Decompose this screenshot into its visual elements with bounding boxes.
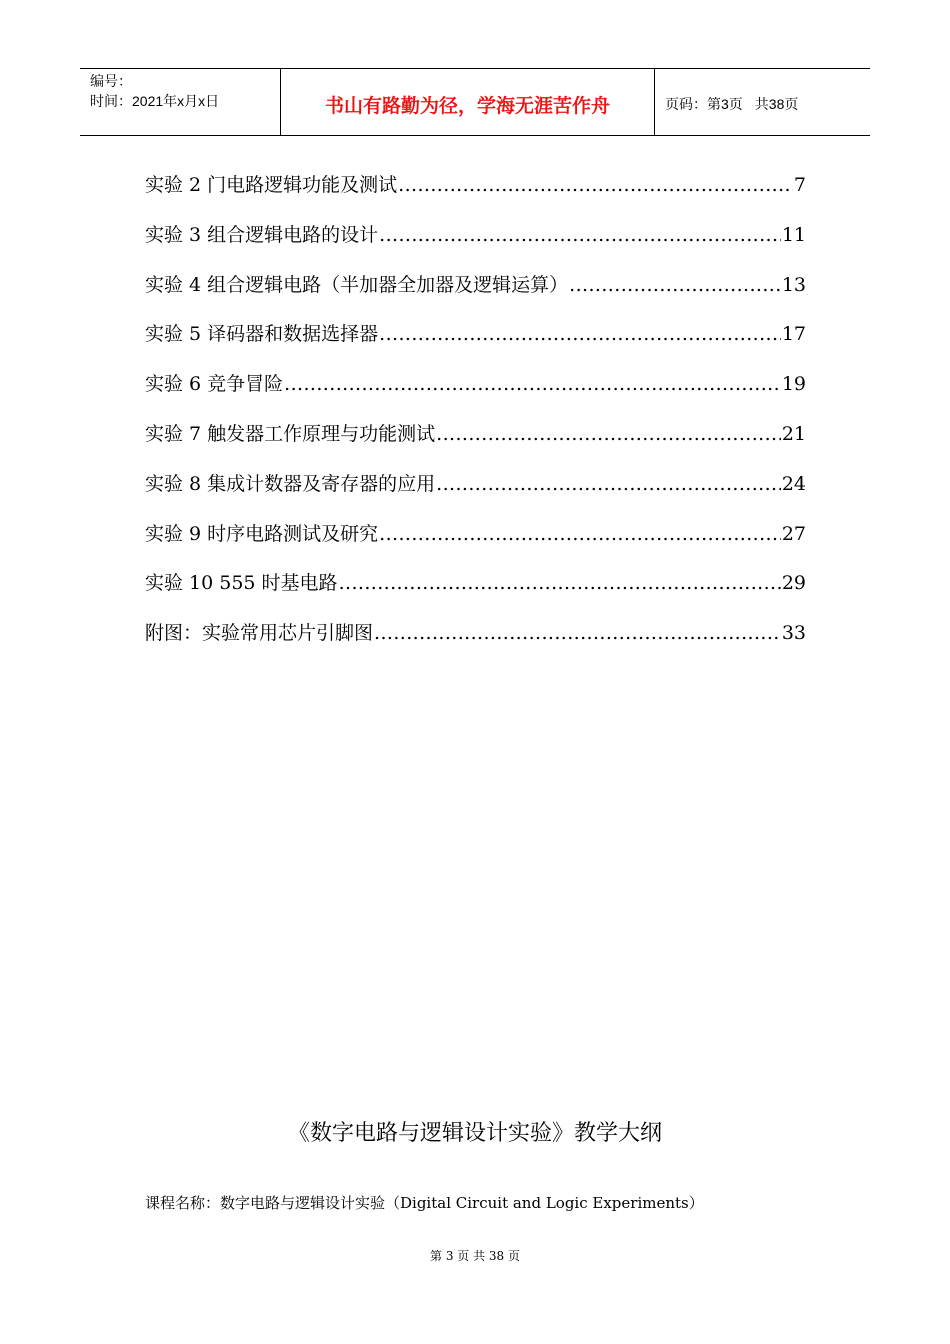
toc-entry[interactable] [145, 319, 806, 369]
toc-entry[interactable] [145, 618, 806, 668]
toc-leader-dots [379, 323, 781, 345]
toc-entry[interactable] [145, 469, 806, 519]
toc-entry[interactable] [145, 419, 806, 469]
toc-entry-page: 17 [781, 323, 806, 346]
toc-entry-page: 19 [781, 373, 806, 396]
toc-entry[interactable] [145, 220, 806, 270]
toc-entry-title: 实验 5 译码器和数据选择器 [145, 323, 379, 346]
header-page-label: 页码：第3页 [665, 96, 743, 112]
course-name: 课程名称：数字电路与逻辑设计实验（Digital Circuit and Logic Experiments） [145, 1194, 704, 1212]
toc-leader-dots [284, 373, 781, 395]
toc-entry-page: 11 [781, 223, 806, 246]
syllabus-title: 《数字电路与逻辑设计实验》教学大纲 [287, 1121, 662, 1146]
document-number-label: 编号： [90, 73, 132, 89]
toc-leader-dots [339, 572, 781, 594]
toc-entry[interactable] [145, 369, 806, 419]
page-header [80, 68, 870, 136]
toc-entry-page: 24 [781, 472, 806, 495]
toc-leader-dots [398, 174, 793, 196]
toc-leader-dots [379, 523, 781, 545]
toc-entry-title: 实验 9 时序电路测试及研究 [145, 522, 379, 545]
toc-entry-title: 实验 6 竞争冒险 [145, 373, 284, 396]
toc-leader-dots [569, 274, 781, 296]
header-motto: 书山有路勤为径，学海无涯苦作舟 [281, 69, 655, 135]
toc-entry-title: 实验 3 组合逻辑电路的设计 [145, 223, 379, 246]
document-date-label: 时间：2021年x月x日 [90, 93, 220, 109]
toc-leader-dots [436, 473, 781, 495]
toc-entry[interactable] [145, 568, 806, 618]
header-total-label: 共38页 [754, 96, 799, 112]
toc-leader-dots [374, 622, 781, 644]
toc-entry[interactable] [145, 170, 806, 220]
toc-entry-page: 7 [793, 174, 806, 196]
toc-entry-title: 实验 7 触发器工作原理与功能测试 [145, 422, 436, 445]
header-page-info [655, 69, 870, 135]
header-meta [80, 69, 281, 135]
toc-entry-page: 29 [781, 572, 806, 595]
toc-entry-page: 13 [781, 273, 806, 296]
toc-entry-title: 实验 10 555 时基电路 [145, 572, 338, 595]
table-of-contents [145, 170, 806, 668]
toc-entry[interactable] [145, 519, 806, 569]
toc-leader-dots [379, 224, 781, 246]
toc-entry-title: 实验 4 组合逻辑电路（半加器全加器及逻辑运算） [145, 273, 569, 296]
toc-entry-page: 21 [781, 422, 806, 445]
toc-entry-page: 27 [781, 522, 806, 545]
toc-entry[interactable] [145, 270, 806, 320]
page-footer: 第 3 页 共 38 页 [430, 1249, 520, 1263]
toc-entry-title: 实验 2 门电路逻辑功能及测试 [145, 174, 398, 196]
toc-entry-page: 33 [781, 622, 806, 645]
toc-leader-dots [436, 423, 781, 445]
toc-entry-title: 实验 8 集成计数器及寄存器的应用 [145, 472, 436, 495]
toc-entry-title: 附图：实验常用芯片引脚图 [145, 622, 374, 645]
